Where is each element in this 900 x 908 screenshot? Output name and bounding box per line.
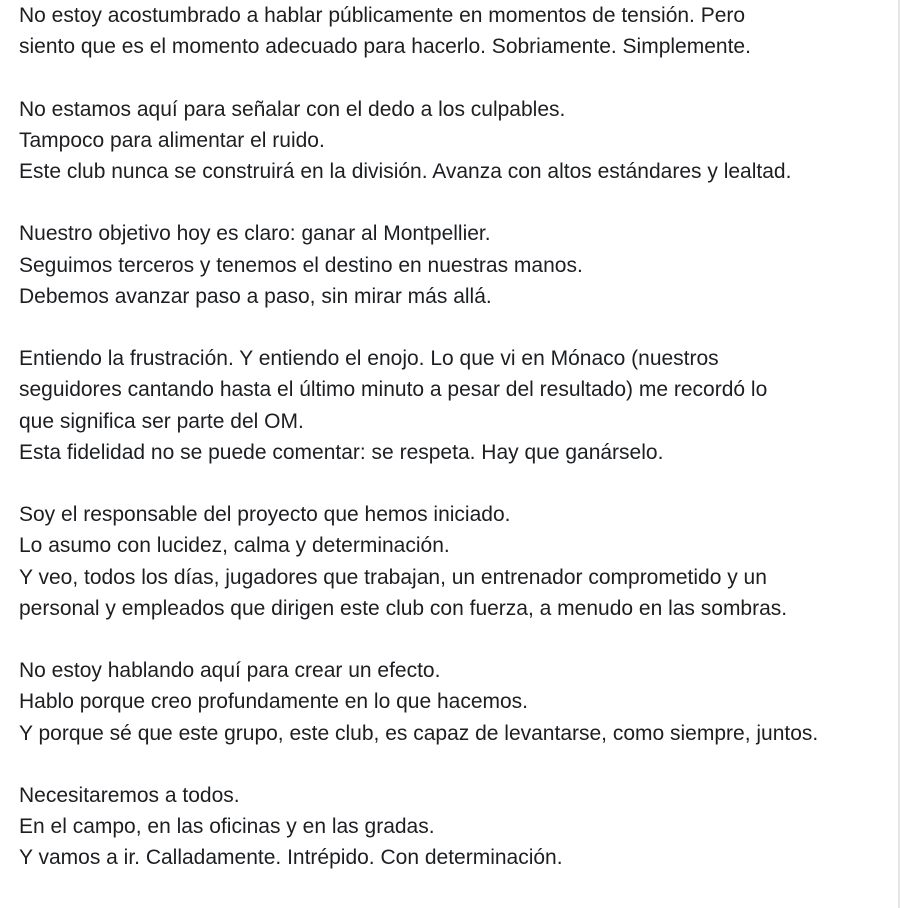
text-line: En el campo, en las oficinas y en las gradas.	[19, 815, 435, 839]
paragraph-4	[19, 343, 897, 468]
paragraph-1	[19, 0, 897, 62]
text-line: Debemos avanzar paso a paso, sin mirar más allá.	[19, 284, 492, 308]
text-line: Entiendo la frustración. Y entiendo el enojo. Lo que vi en Mónaco (nuestros	[19, 347, 719, 371]
text-line: Tampoco para alimentar el ruido.	[19, 128, 325, 152]
text-line: que significa ser parte del OM.	[19, 409, 304, 433]
text-line: Y porque sé que este grupo, este club, es capaz de levantarse, como siempre, juntos.	[19, 721, 819, 745]
text-line: Esta fidelidad no se puede comentar: se respeta. Hay que ganárselo.	[19, 440, 664, 464]
text-line: personal y empleados que dirigen este club con fuerza, a menudo en las sombras.	[19, 596, 788, 620]
paragraph-6	[19, 655, 897, 749]
text-line: siento que es el momento adecuado para hacerlo. Sobriamente. Simplemente.	[19, 35, 751, 59]
text-line: Nuestro objetivo hoy es claro: ganar al Montpellier.	[19, 222, 491, 246]
text-line: Necesitaremos a todos.	[19, 783, 240, 807]
paragraph-2	[19, 94, 897, 188]
paragraph-5	[19, 499, 897, 624]
text-line: Y vamos a ir. Calladamente. Intrépido. Con determinación.	[19, 846, 563, 870]
text-line: Soy el responsable del proyecto que hemos iniciado.	[19, 503, 511, 527]
paragraph-7	[19, 780, 897, 874]
text-line: No estoy hablando aquí para crear un efecto.	[19, 659, 441, 683]
text-line: Seguimos terceros y tenemos el destino en nuestras manos.	[19, 253, 583, 277]
text-line: seguidores cantando hasta el último minuto a pesar del resultado) me recordó lo	[19, 378, 768, 402]
text-line: Hablo porque creo profundamente en lo que hacemos.	[19, 690, 529, 714]
post-text	[19, 0, 897, 905]
text-line: Y veo, todos los días, jugadores que trabajan, un entrenador comprometido y un	[19, 565, 767, 589]
paragraph-3	[19, 218, 897, 312]
text-line: No estoy acostumbrado a hablar públicamente en momentos de tensión. Pero	[19, 4, 746, 27]
text-line: No estamos aquí para señalar con el dedo a los culpables.	[19, 97, 566, 121]
text-line: Este club nunca se construirá en la división. Avanza con altos estándares y lealtad.	[19, 160, 792, 183]
text-line: Lo asumo con lucidez, calma y determinación.	[19, 534, 450, 558]
